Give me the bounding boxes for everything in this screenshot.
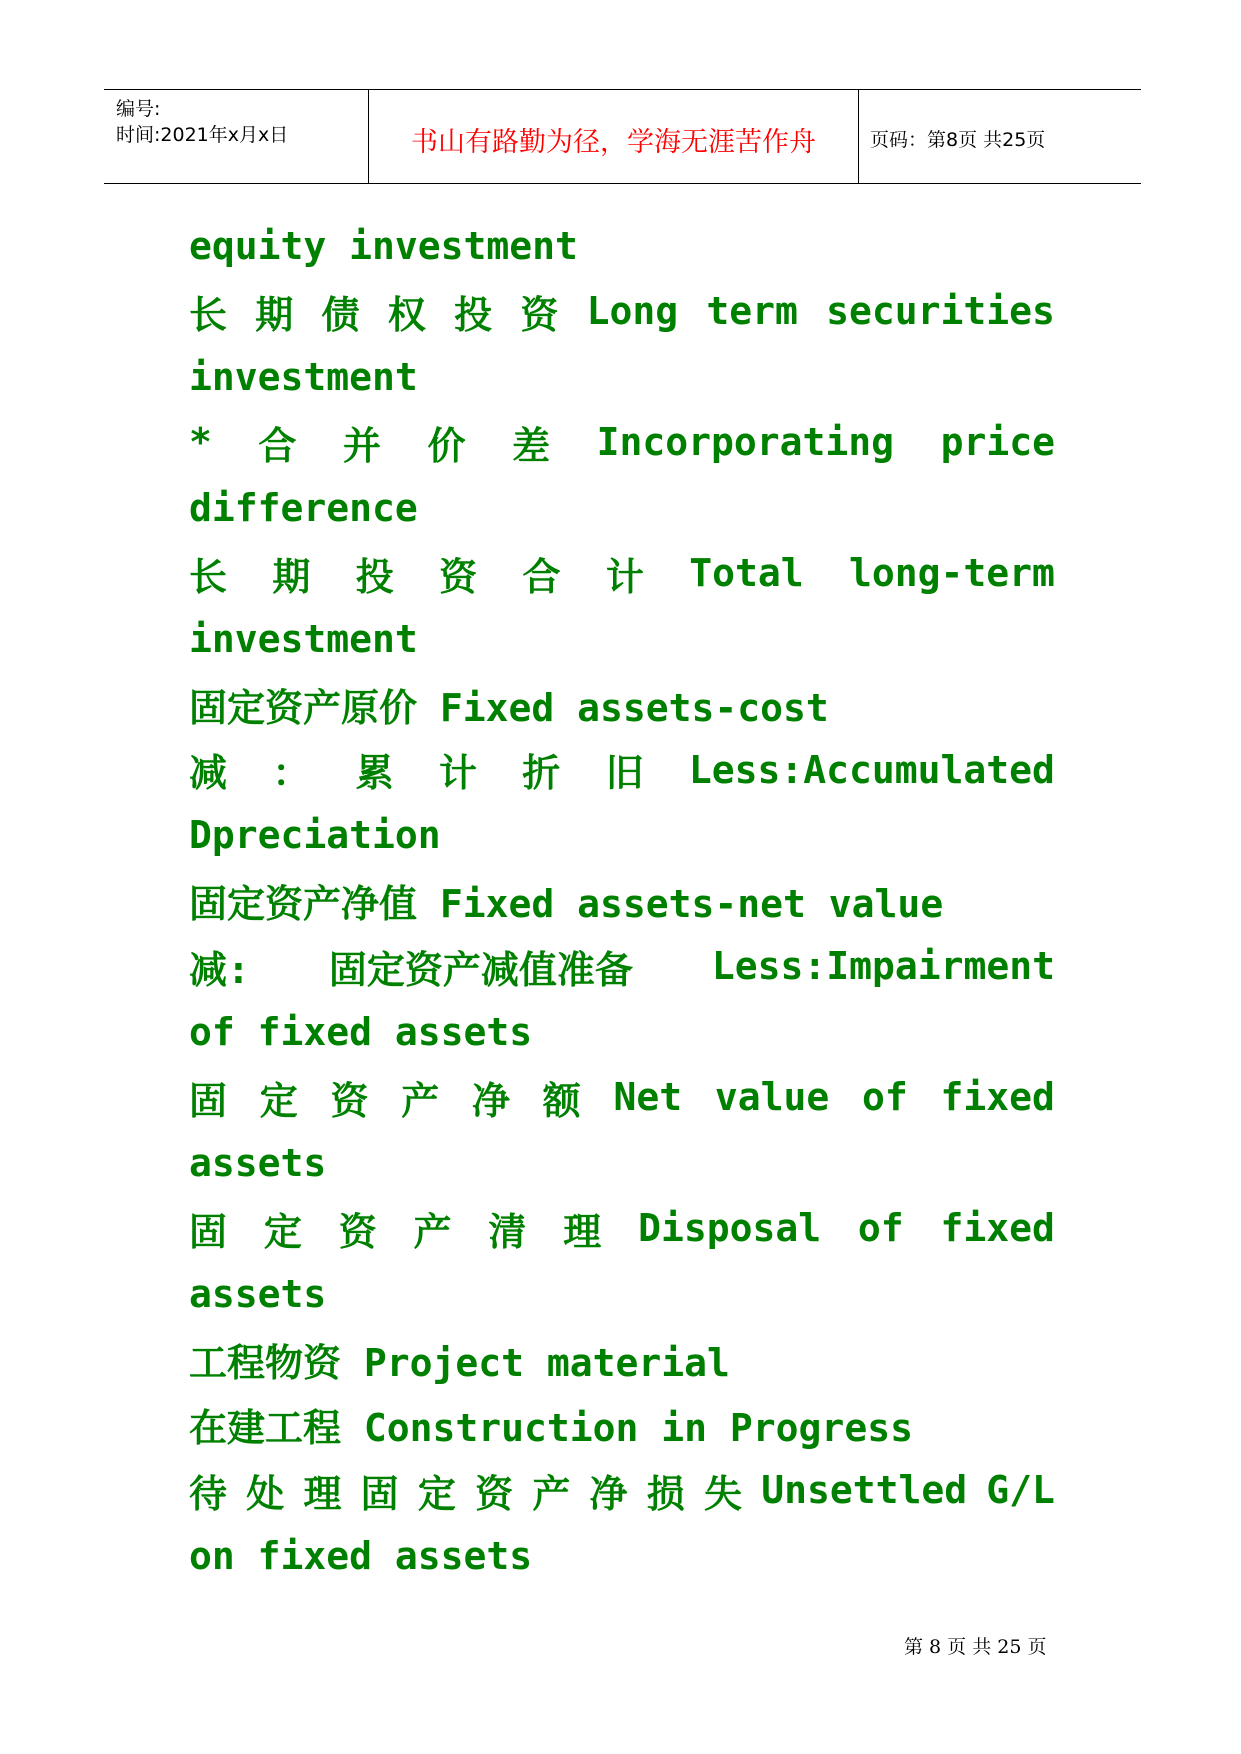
page-header (104, 89, 1141, 184)
glossary-line-text: long-term (849, 551, 1055, 596)
glossary-line (189, 1392, 1055, 1458)
glossary-line-text: 在建工程 Construction in Progress (189, 1406, 913, 1451)
glossary-line-text: 清 (488, 1209, 527, 1254)
document-number-label: 编号: (116, 98, 161, 120)
glossary-line-text: 计 (605, 554, 644, 599)
glossary-line-text: fixed (940, 1075, 1055, 1120)
glossary-line-text: of (862, 1075, 908, 1120)
glossary-line-text: price (940, 420, 1055, 465)
glossary-line (189, 672, 1055, 738)
glossary-line (189, 541, 1055, 607)
glossary-line-text: 长 (189, 292, 228, 337)
glossary-line-text: 固 (189, 1209, 228, 1254)
glossary-line-text: 工程物资 Project material (189, 1340, 730, 1385)
glossary-line-text: 合 (258, 423, 297, 468)
glossary-line-text: 定 (417, 1471, 456, 1516)
glossary-line-text: of (857, 1206, 904, 1251)
glossary-line (189, 1065, 1055, 1131)
glossary-line-text: Unsettled (761, 1468, 968, 1513)
glossary-line-text: difference (189, 485, 418, 530)
header-page-cell (858, 90, 1141, 183)
header-info-cell (104, 90, 368, 183)
glossary-line-text: fixed (940, 1206, 1055, 1251)
glossary-line-text: 计 (438, 751, 477, 796)
glossary-line-text: value (714, 1075, 830, 1120)
glossary-line-text: 资 (475, 1471, 514, 1516)
header-motto-cell (368, 90, 859, 183)
glossary-line-text: 固 (189, 1078, 228, 1123)
glossary-line-text: 期 (272, 554, 311, 599)
glossary-line-text: Net (613, 1075, 683, 1120)
glossary-line-text: Long (586, 289, 679, 334)
glossary-line-text: 旧 (605, 751, 644, 796)
document-time-label: 时间:2021年x月x日 (116, 124, 289, 146)
glossary-line (189, 475, 1055, 541)
glossary-line-text: 产 (413, 1209, 452, 1254)
glossary-line-text: G/L (986, 1468, 1055, 1513)
glossary-line (189, 410, 1055, 476)
glossary-line (189, 1261, 1055, 1327)
page-footer: 第 8 页 共 25 页 (904, 1636, 1047, 1658)
glossary-line (189, 999, 1055, 1065)
glossary-line (189, 934, 1055, 1000)
glossary-line-text: 损 (646, 1471, 685, 1516)
glossary-line (189, 868, 1055, 934)
glossary-line-text: on fixed assets (189, 1533, 533, 1578)
glossary-line-text: 资 (330, 1078, 369, 1123)
glossary-line (189, 279, 1055, 345)
glossary-line-text: * (189, 420, 212, 465)
glossary-line-text: 合 (522, 554, 561, 599)
glossary-line-text: 额 (542, 1078, 581, 1123)
glossary-line-text: 产 (532, 1471, 571, 1516)
glossary-line-text: 期 (255, 292, 294, 337)
glossary-line-text: 待 (189, 1471, 228, 1516)
glossary-line-text: 价 (427, 423, 466, 468)
header-motto: 书山有路勤为径，学海无涯苦作舟 (411, 127, 816, 158)
glossary-line (189, 1327, 1055, 1393)
glossary-line (189, 1523, 1055, 1589)
glossary-line-text: 定 (263, 1209, 302, 1254)
glossary-line-text: 理 (303, 1471, 342, 1516)
glossary-line (189, 344, 1055, 410)
glossary-line-text: Less:Impairment (711, 944, 1055, 989)
glossary-line-text: ： (272, 751, 311, 796)
glossary-line-text: Less:Accumulated (688, 747, 1055, 792)
glossary-line-text: Incorporating (596, 420, 895, 465)
glossary-line-text: 处 (246, 1471, 285, 1516)
glossary-content (189, 213, 1055, 1589)
glossary-line-text: assets (189, 1140, 327, 1185)
glossary-line-text: 长 (189, 554, 228, 599)
glossary-line-text: 资 (520, 292, 559, 337)
glossary-line-text: 理 (563, 1209, 602, 1254)
glossary-line-text: 差 (512, 423, 551, 468)
glossary-line-text: investment (189, 354, 418, 399)
glossary-line-text: 投 (355, 554, 394, 599)
glossary-line-text: 固定资产净值 Fixed assets-net value (189, 882, 944, 927)
glossary-line-text: securities (826, 289, 1055, 334)
glossary-line-text: 折 (522, 751, 561, 796)
glossary-line (189, 606, 1055, 672)
glossary-line-text: 减: (189, 947, 250, 992)
glossary-line-text: term (706, 289, 798, 334)
glossary-line-text: 定 (259, 1078, 298, 1123)
glossary-line-text: 减 (189, 751, 228, 796)
glossary-line (189, 1196, 1055, 1262)
glossary-line-text: 债 (321, 292, 360, 337)
glossary-line-text: 净 (472, 1078, 511, 1123)
glossary-line-text: 失 (703, 1471, 742, 1516)
glossary-line (189, 1458, 1055, 1524)
glossary-line-text: Dpreciation (189, 813, 441, 858)
glossary-line-text: 累 (355, 751, 394, 796)
glossary-line-text: 净 (589, 1471, 628, 1516)
glossary-line (189, 803, 1055, 869)
glossary-line-text: 资 (439, 554, 478, 599)
glossary-line-text: 权 (387, 292, 426, 337)
header-page-code: 页码：第8页 共25页 (870, 129, 1046, 151)
glossary-line-text: of fixed assets (189, 1009, 533, 1054)
glossary-line (189, 213, 1055, 279)
glossary-line-text: 产 (401, 1078, 440, 1123)
glossary-line-text: 固定资产减值准备 (328, 947, 633, 992)
glossary-line-text: Total (689, 551, 804, 596)
glossary-line-text: Disposal (638, 1206, 822, 1251)
glossary-line-text: 投 (454, 292, 493, 337)
glossary-line-text: 并 (342, 423, 381, 468)
glossary-line-text: 固定资产原价 Fixed assets-cost (189, 685, 829, 730)
glossary-line (189, 1130, 1055, 1196)
glossary-line (189, 737, 1055, 803)
glossary-line-text: equity investment (189, 223, 578, 268)
glossary-line-text: 固 (360, 1471, 399, 1516)
glossary-line-text: 资 (338, 1209, 377, 1254)
glossary-line-text: assets (189, 1271, 327, 1316)
glossary-line-text: investment (189, 616, 418, 661)
